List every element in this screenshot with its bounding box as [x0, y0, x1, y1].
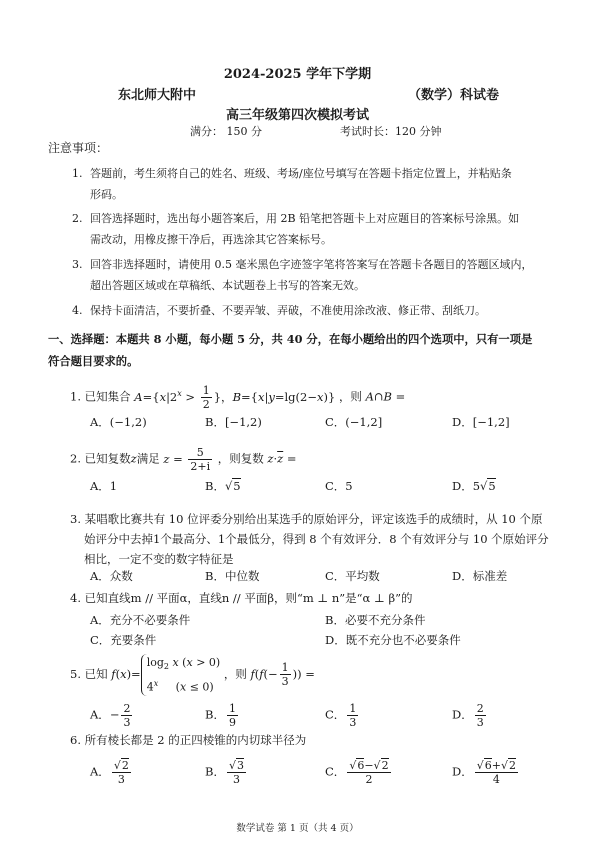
note-text: 回答选择题时，选出每小题答案后，用 2B 铅笔把答题卡上对应题目的答案标号涂黑。如: [90, 212, 520, 225]
option-d: D．标准差: [452, 569, 508, 583]
option-b: B． $\frac{1}{9}$: [205, 702, 236, 729]
note-text: 答题前，考生须将自己的姓名、班级、考场/座位号填写在答题卡指定位置上，并粘贴条: [90, 167, 512, 180]
option-c: C．充要条件: [90, 633, 157, 647]
question-text: ，则: [338, 389, 362, 404]
question-6: [70, 732, 306, 748]
note-text: 需改动，用橡皮擦干净后，再选涂其它答案标号。: [90, 233, 332, 246]
question-5: [70, 654, 315, 696]
section-heading: [48, 328, 588, 372]
formula: $f(x)=\log_2$ x (x > 0) 4$^x$ (x ≤ 0): [111, 656, 221, 694]
page-footer: 数学试卷 第 1 页（共 4 页）: [236, 823, 359, 834]
question-text: 相比，一定不变的数字特征是: [84, 552, 234, 566]
note-number: 4.: [72, 304, 83, 317]
note-item: [72, 208, 582, 250]
question-text: 某唱歌比赛共有 10 位评委分别给出某选手的原始评分，评定该选手的成绩时，从 10 个原: [84, 512, 543, 526]
header-score: 满分： 150 分: [190, 125, 262, 138]
question-text: 已知直线m // 平面α，直线n // 平面β，则“m ⊥ n”是“α ⊥ β”的: [84, 591, 413, 605]
piecewise: $\log_2 x$ (x > 0) 4$^x$ (x ≤ 0): [141, 654, 221, 696]
note-text: 回答非选择题时，请使用 0.5 毫米黑色字迹签字笔将答案写在答题卡各题目的答题区域内，: [90, 258, 533, 271]
question-number: 2.: [70, 451, 81, 466]
option-a: A．− $\frac{2}{3}$: [90, 702, 131, 729]
option-c: C．平均数: [325, 569, 380, 583]
question-text: ，则: [223, 666, 247, 681]
option-b: B．[−1,2): [205, 415, 262, 429]
question-number: 3.: [70, 512, 81, 526]
option-d: D．5√5: [452, 479, 496, 493]
question-number: 5.: [70, 666, 81, 681]
fraction: $\frac{5}{2+i}$: [190, 446, 211, 473]
question-text: 已知: [84, 666, 108, 681]
option-b: B．中位数: [205, 569, 260, 583]
note-item: [72, 163, 582, 205]
header-school: 东北师大附中: [118, 88, 197, 103]
option-c: C．5: [325, 479, 353, 493]
note-text: 保持卡面清洁，不要折叠、不要弄皱、弄破，不准使用涂改液、修正带、刮纸刀。: [90, 304, 486, 317]
question-text: 已知集合: [84, 389, 131, 404]
formula: z = $\frac{5}{2+i}$: [163, 446, 211, 473]
question-3: [70, 509, 549, 569]
option-a: A．充分不必要条件: [90, 613, 191, 627]
section-line: 符合题目要求的。: [48, 354, 139, 368]
formula: $A=\{x|2^x$ > $\frac{1}{2}$ }，B={x|y=lg(2−x)}: [134, 384, 336, 411]
note-item: [72, 300, 582, 321]
formula: f(f(− $\frac{1}{3}$ )) =: [250, 661, 315, 689]
header-year: 2024-2025 学年下学期: [223, 67, 372, 82]
question-number: 4.: [70, 591, 81, 605]
option-d: D．既不充分也不必要条件: [325, 633, 461, 647]
question-2: 2. 已知复数z满足 z = $\frac{5}{2+i}$ ，则复数 $z\cdot\overline{z}$ =: [70, 446, 297, 473]
option-a: A．众数: [90, 569, 133, 583]
option-d: D．[−1,2]: [452, 415, 510, 429]
note-number: 3.: [72, 258, 83, 271]
formula: A∩B =: [365, 389, 406, 404]
option-d: D． $\frac{√6+√2}{4}$: [452, 759, 516, 786]
question-number: 6.: [70, 733, 81, 747]
question-text: ，则复数: [217, 451, 264, 466]
question-4: [70, 590, 412, 606]
option-b: B．必要不充分条件: [325, 613, 426, 627]
notes-title: 注意事项：: [48, 141, 109, 155]
option-b: B．√5: [205, 479, 241, 493]
fraction: $\frac{1}{2}$: [202, 384, 210, 411]
question-number: 1.: [70, 389, 81, 404]
option-c: C． $\frac{√6-√2}{2}$: [325, 759, 389, 786]
option-a: A．1: [90, 479, 118, 493]
question-text: 已知复数: [84, 451, 131, 466]
question-text: 始评分中去掉1个最高分、1个最低分，得到 8 个有效评分．8 个有效评分与 10 个原始评分: [84, 532, 549, 546]
section-line: 一、选择题：本题共 8 小题，每小题 5 分，共 40 分，在每小题给出的四个选项中，只有一项是: [48, 332, 533, 346]
option-b: B． $\frac{√3}{3}$: [205, 759, 244, 786]
question-text: 满足: [136, 451, 160, 466]
question-1: [70, 384, 405, 411]
fraction: $\frac{1}{3}$: [281, 661, 289, 689]
note-number: 1.: [72, 167, 83, 180]
option-a: A．(−1,2): [90, 415, 147, 429]
formula: $z\cdot\overline{z}$ =: [267, 451, 297, 466]
header-time: 考试时长：120 分钟: [340, 125, 442, 138]
option-c: C．(−1,2]: [325, 415, 383, 429]
option-d: D． $\frac{2}{3}$: [452, 702, 484, 729]
note-number: 2.: [72, 212, 83, 225]
header-exam-title: 高三年级第四次模拟考试: [225, 108, 369, 123]
option-a: A． $\frac{√2}{3}$: [90, 759, 129, 786]
question-text: 所有棱长都是 2 的正四棱锥的内切球半径为: [84, 733, 307, 747]
option-c: C． $\frac{1}{3}$: [325, 702, 357, 729]
note-text: 形码。: [90, 188, 123, 201]
header-subject: （数学）科试卷: [408, 88, 500, 103]
note-item: [72, 254, 582, 296]
note-text: 超出答题区域或在草稿纸、本试题卷上书写的答案无效。: [90, 279, 365, 292]
